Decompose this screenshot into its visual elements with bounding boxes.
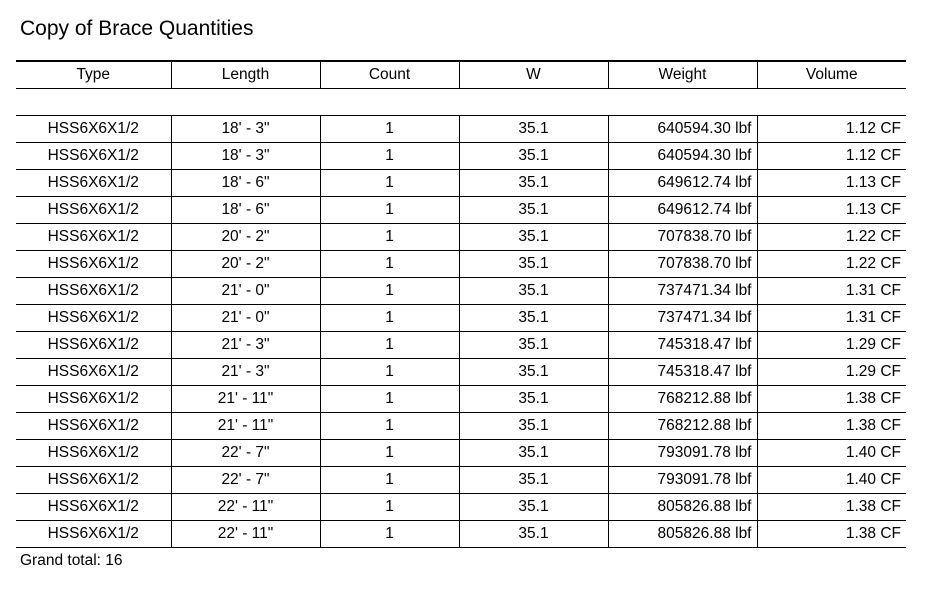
column-header-volume[interactable]: Volume [757, 61, 906, 89]
cell-count[interactable]: 1 [320, 116, 459, 143]
cell-volume[interactable]: 1.31 CF [757, 305, 906, 332]
table-row[interactable] [16, 251, 906, 278]
table-row[interactable] [16, 494, 906, 521]
column-header-count[interactable]: Count [320, 61, 459, 89]
cell-w[interactable]: 35.1 [459, 413, 608, 440]
table-row[interactable] [16, 278, 906, 305]
cell-type[interactable]: HSS6X6X1/2 [16, 251, 171, 278]
cell-count[interactable]: 1 [320, 170, 459, 197]
cell-length[interactable]: 18' - 3" [171, 143, 320, 170]
column-header-weight[interactable]: Weight [608, 61, 757, 89]
table-row[interactable] [16, 386, 906, 413]
cell-count[interactable]: 1 [320, 386, 459, 413]
cell-weight[interactable]: 649612.74 lbf [608, 197, 757, 224]
cell-type[interactable]: HSS6X6X1/2 [16, 359, 171, 386]
cell-volume[interactable]: 1.31 CF [757, 278, 906, 305]
cell-length[interactable]: 21' - 0" [171, 278, 320, 305]
cell-w[interactable]: 35.1 [459, 224, 608, 251]
cell-length[interactable]: 21' - 0" [171, 305, 320, 332]
cell-count[interactable]: 1 [320, 278, 459, 305]
cell-w[interactable]: 35.1 [459, 386, 608, 413]
table-row[interactable] [16, 170, 906, 197]
cell-type[interactable]: HSS6X6X1/2 [16, 116, 171, 143]
column-header-type[interactable]: Type [16, 61, 171, 89]
cell-w[interactable]: 35.1 [459, 251, 608, 278]
cell-volume[interactable]: 1.22 CF [757, 224, 906, 251]
cell-volume[interactable]: 1.12 CF [757, 116, 906, 143]
cell-count[interactable]: 1 [320, 197, 459, 224]
column-header-length[interactable]: Length [171, 61, 320, 89]
cell-w[interactable]: 35.1 [459, 467, 608, 494]
table-row[interactable] [16, 197, 906, 224]
table-row[interactable] [16, 305, 906, 332]
cell-w[interactable]: 35.1 [459, 278, 608, 305]
cell-weight[interactable]: 768212.88 lbf [608, 413, 757, 440]
table-body [16, 116, 906, 548]
table-row[interactable] [16, 332, 906, 359]
cell-weight[interactable]: 805826.88 lbf [608, 521, 757, 548]
cell-length[interactable]: 22' - 11" [171, 521, 320, 548]
cell-volume[interactable]: 1.38 CF [757, 386, 906, 413]
cell-length[interactable]: 21' - 3" [171, 359, 320, 386]
cell-type[interactable]: HSS6X6X1/2 [16, 413, 171, 440]
cell-volume[interactable]: 1.40 CF [757, 467, 906, 494]
cell-w[interactable]: 35.1 [459, 521, 608, 548]
cell-type[interactable]: HSS6X6X1/2 [16, 521, 171, 548]
cell-type[interactable]: HSS6X6X1/2 [16, 386, 171, 413]
table-row[interactable] [16, 521, 906, 548]
cell-volume[interactable]: 1.22 CF [757, 251, 906, 278]
cell-length[interactable]: 22' - 11" [171, 494, 320, 521]
cell-count[interactable]: 1 [320, 305, 459, 332]
cell-weight[interactable]: 737471.34 lbf [608, 305, 757, 332]
cell-weight[interactable]: 707838.70 lbf [608, 251, 757, 278]
cell-w[interactable]: 35.1 [459, 197, 608, 224]
cell-count[interactable]: 1 [320, 440, 459, 467]
table-row[interactable] [16, 440, 906, 467]
cell-type[interactable]: HSS6X6X1/2 [16, 467, 171, 494]
cell-type[interactable]: HSS6X6X1/2 [16, 143, 171, 170]
table-row[interactable] [16, 143, 906, 170]
cell-count[interactable]: 1 [320, 359, 459, 386]
cell-type[interactable]: HSS6X6X1/2 [16, 170, 171, 197]
cell-w[interactable]: 35.1 [459, 305, 608, 332]
cell-length[interactable]: 21' - 3" [171, 332, 320, 359]
cell-w[interactable]: 35.1 [459, 440, 608, 467]
cell-w[interactable]: 35.1 [459, 332, 608, 359]
cell-count[interactable]: 1 [320, 251, 459, 278]
cell-volume[interactable]: 1.29 CF [757, 332, 906, 359]
cell-type[interactable]: HSS6X6X1/2 [16, 224, 171, 251]
cell-type[interactable]: HSS6X6X1/2 [16, 494, 171, 521]
cell-type[interactable]: HSS6X6X1/2 [16, 197, 171, 224]
cell-length[interactable]: 21' - 11" [171, 386, 320, 413]
cell-length[interactable]: 18' - 6" [171, 170, 320, 197]
cell-weight[interactable]: 640594.30 lbf [608, 116, 757, 143]
brace-quantities-table [16, 60, 906, 548]
header-row [16, 61, 906, 89]
cell-w[interactable]: 35.1 [459, 170, 608, 197]
cell-count[interactable]: 1 [320, 467, 459, 494]
cell-w[interactable]: 35.1 [459, 116, 608, 143]
cell-w[interactable]: 35.1 [459, 359, 608, 386]
header-spacer [16, 89, 906, 116]
table-row[interactable] [16, 467, 906, 494]
cell-weight[interactable]: 805826.88 lbf [608, 494, 757, 521]
cell-volume[interactable]: 1.38 CF [757, 494, 906, 521]
cell-length[interactable]: 20' - 2" [171, 251, 320, 278]
header-spacer-row [16, 89, 906, 116]
cell-volume[interactable]: 1.29 CF [757, 359, 906, 386]
cell-type[interactable]: HSS6X6X1/2 [16, 332, 171, 359]
cell-length[interactable]: 20' - 2" [171, 224, 320, 251]
cell-type[interactable]: HSS6X6X1/2 [16, 278, 171, 305]
schedule-title: Copy of Brace Quantities [20, 17, 254, 40]
cell-volume[interactable]: 1.12 CF [757, 143, 906, 170]
cell-weight[interactable]: 649612.74 lbf [608, 170, 757, 197]
cell-weight[interactable]: 745318.47 lbf [608, 359, 757, 386]
table-row[interactable] [16, 116, 906, 143]
cell-count[interactable]: 1 [320, 413, 459, 440]
grand-total: Grand total: 16 [20, 552, 123, 569]
cell-length[interactable]: 22' - 7" [171, 467, 320, 494]
cell-volume[interactable]: 1.40 CF [757, 440, 906, 467]
cell-volume[interactable]: 1.13 CF [757, 170, 906, 197]
cell-count[interactable]: 1 [320, 494, 459, 521]
table-row[interactable] [16, 359, 906, 386]
cell-length[interactable]: 18' - 3" [171, 116, 320, 143]
cell-length[interactable]: 18' - 6" [171, 197, 320, 224]
cell-weight[interactable]: 793091.78 lbf [608, 467, 757, 494]
cell-volume[interactable]: 1.38 CF [757, 521, 906, 548]
cell-count[interactable]: 1 [320, 224, 459, 251]
cell-weight[interactable]: 768212.88 lbf [608, 386, 757, 413]
table-row[interactable] [16, 413, 906, 440]
cell-weight[interactable]: 707838.70 lbf [608, 224, 757, 251]
table-row[interactable] [16, 224, 906, 251]
cell-count[interactable]: 1 [320, 332, 459, 359]
cell-w[interactable]: 35.1 [459, 143, 608, 170]
cell-length[interactable]: 21' - 11" [171, 413, 320, 440]
cell-length[interactable]: 22' - 7" [171, 440, 320, 467]
cell-weight[interactable]: 640594.30 lbf [608, 143, 757, 170]
cell-volume[interactable]: 1.38 CF [757, 413, 906, 440]
cell-type[interactable]: HSS6X6X1/2 [16, 440, 171, 467]
cell-count[interactable]: 1 [320, 521, 459, 548]
cell-volume[interactable]: 1.13 CF [757, 197, 906, 224]
cell-weight[interactable]: 745318.47 lbf [608, 332, 757, 359]
cell-w[interactable]: 35.1 [459, 494, 608, 521]
column-header-w[interactable]: W [459, 61, 608, 89]
cell-type[interactable]: HSS6X6X1/2 [16, 305, 171, 332]
cell-weight[interactable]: 793091.78 lbf [608, 440, 757, 467]
cell-count[interactable]: 1 [320, 143, 459, 170]
cell-weight[interactable]: 737471.34 lbf [608, 278, 757, 305]
